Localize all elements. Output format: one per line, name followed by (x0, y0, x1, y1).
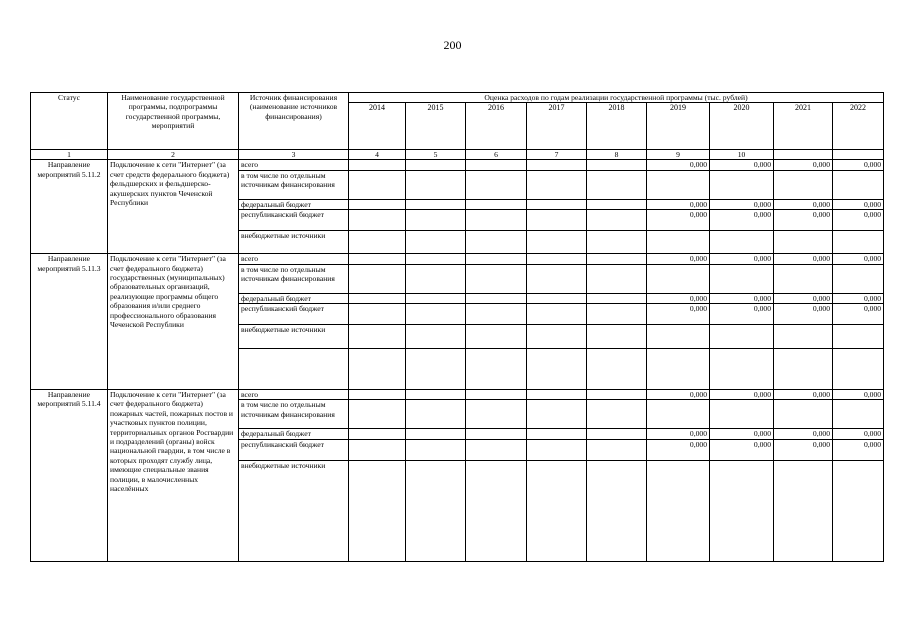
value-cell-2021: 0,000 (774, 439, 833, 460)
funding-source-cell: всего (239, 390, 349, 400)
value-cell-2021: 0,000 (774, 429, 833, 439)
value-cell-2019 (647, 170, 710, 199)
value-cell-2018 (587, 170, 647, 199)
value-cell-2021 (774, 400, 833, 429)
funding-source-cell: республиканский бюджет (239, 439, 349, 460)
value-cell-2017 (527, 264, 587, 293)
value-cell-2014 (349, 199, 406, 209)
column-number: 10 (710, 150, 774, 160)
value-cell-2020: 0,000 (710, 254, 774, 264)
value-cell-2014 (349, 210, 406, 231)
value-cell-2022: 0,000 (833, 210, 884, 231)
value-cell-2021 (774, 231, 833, 254)
column-number-row (31, 150, 884, 160)
value-cell-2016 (466, 304, 527, 325)
value-cell-2018 (587, 264, 647, 293)
table-body (31, 150, 884, 561)
value-cell-2017 (527, 210, 587, 231)
value-cell-2022: 0,000 (833, 254, 884, 264)
value-cell-2020: 0,000 (710, 293, 774, 303)
value-cell-2015 (406, 304, 466, 325)
value-cell-2018 (587, 325, 647, 349)
table-row (31, 160, 884, 170)
value-cell-2019 (647, 264, 710, 293)
value-cell-2014 (349, 400, 406, 429)
value-cell-2018 (587, 400, 647, 429)
header-source: Источник финансирования (наименование источников финансирования) (239, 93, 349, 150)
value-cell-2021: 0,000 (774, 254, 833, 264)
header-year-2015: 2015 (406, 103, 466, 150)
value-cell-2017 (527, 254, 587, 264)
value-cell-2018 (587, 254, 647, 264)
header-year-2017: 2017 (527, 103, 587, 150)
value-cell-2019: 0,000 (647, 439, 710, 460)
value-cell-2021: 0,000 (774, 210, 833, 231)
value-cell-2014 (349, 460, 406, 561)
value-cell-2020: 0,000 (710, 439, 774, 460)
table-header (31, 93, 884, 150)
value-cell-2015 (406, 199, 466, 209)
value-cell-2014 (349, 325, 406, 349)
value-cell-2016 (466, 231, 527, 254)
value-cell-2018 (587, 210, 647, 231)
value-cell-2015 (406, 264, 466, 293)
value-cell-2018 (587, 293, 647, 303)
value-cell-2021: 0,000 (774, 304, 833, 325)
value-cell-2020: 0,000 (710, 429, 774, 439)
value-cell-2018 (587, 304, 647, 325)
value-cell-2017 (527, 170, 587, 199)
column-number (774, 150, 833, 160)
value-cell-2016 (466, 170, 527, 199)
value-cell-2019: 0,000 (647, 429, 710, 439)
value-cell-2015 (406, 170, 466, 199)
value-cell-2021 (774, 325, 833, 349)
value-cell-2022: 0,000 (833, 304, 884, 325)
header-year-2022: 2022 (833, 103, 884, 150)
header-status: Статус (31, 93, 108, 150)
value-cell-2015 (406, 460, 466, 561)
value-cell-2022: 0,000 (833, 429, 884, 439)
value-cell-2019: 0,000 (647, 390, 710, 400)
value-cell-2016 (466, 160, 527, 170)
status-cell: Направление мероприятий 5.11.2 (31, 160, 108, 254)
value-cell-2022: 0,000 (833, 293, 884, 303)
value-cell-2021: 0,000 (774, 293, 833, 303)
value-cell-2018 (587, 160, 647, 170)
value-cell-2017 (527, 429, 587, 439)
empty-cell (527, 349, 587, 390)
value-cell-2020 (710, 325, 774, 349)
value-cell-2019 (647, 325, 710, 349)
funding-source-cell: внебюджетные источники (239, 460, 349, 561)
value-cell-2017 (527, 439, 587, 460)
empty-cell (710, 349, 774, 390)
empty-cell (774, 349, 833, 390)
value-cell-2017 (527, 199, 587, 209)
empty-cell (406, 349, 466, 390)
funding-source-cell: всего (239, 254, 349, 264)
value-cell-2020: 0,000 (710, 390, 774, 400)
value-cell-2014 (349, 231, 406, 254)
value-cell-2019 (647, 460, 710, 561)
value-cell-2015 (406, 293, 466, 303)
value-cell-2014 (349, 304, 406, 325)
value-cell-2018 (587, 390, 647, 400)
value-cell-2022: 0,000 (833, 199, 884, 209)
value-cell-2021 (774, 460, 833, 561)
column-number: 5 (406, 150, 466, 160)
value-cell-2019 (647, 400, 710, 429)
value-cell-2014 (349, 293, 406, 303)
value-cell-2017 (527, 160, 587, 170)
funding-source-cell: федеральный бюджет (239, 293, 349, 303)
value-cell-2015 (406, 439, 466, 460)
funding-source-cell: в том числе по отдельным источникам финансирования (239, 400, 349, 429)
funding-source-cell: федеральный бюджет (239, 429, 349, 439)
value-cell-2016 (466, 210, 527, 231)
value-cell-2022: 0,000 (833, 390, 884, 400)
value-cell-2020 (710, 170, 774, 199)
value-cell-2016 (466, 325, 527, 349)
column-number: 9 (647, 150, 710, 160)
column-number: 2 (108, 150, 239, 160)
value-cell-2016 (466, 439, 527, 460)
value-cell-2016 (466, 400, 527, 429)
activity-name-cell: Подключение к сети "Интернет" (за счет федерального бюджета) пожарных частей, пожарных постов и участковых пунктов полиции, территориальных органов Росгвардии и подразделений (органы) войск национальной гвардии, в том числе в которых проходят службу лица, имеющие специальные звания полиции, в малочисленных населённых (108, 390, 239, 562)
status-cell: Направление мероприятий 5.11.3 (31, 254, 108, 390)
column-number: 4 (349, 150, 406, 160)
value-cell-2014 (349, 264, 406, 293)
column-number: 6 (466, 150, 527, 160)
value-cell-2020: 0,000 (710, 304, 774, 325)
column-number: 8 (587, 150, 647, 160)
funding-source-cell: в том числе по отдельным источникам финансирования (239, 170, 349, 199)
header-year-2018: 2018 (587, 103, 647, 150)
value-cell-2017 (527, 460, 587, 561)
header-year-2020: 2020 (710, 103, 774, 150)
value-cell-2014 (349, 160, 406, 170)
value-cell-2016 (466, 254, 527, 264)
value-cell-2015 (406, 400, 466, 429)
funding-source-cell: федеральный бюджет (239, 199, 349, 209)
budget-table (30, 92, 884, 562)
value-cell-2019: 0,000 (647, 293, 710, 303)
value-cell-2020 (710, 400, 774, 429)
value-cell-2021 (774, 264, 833, 293)
status-cell: Направление мероприятий 5.11.4 (31, 390, 108, 562)
value-cell-2016 (466, 429, 527, 439)
header-year-2014: 2014 (349, 103, 406, 150)
value-cell-2019: 0,000 (647, 254, 710, 264)
value-cell-2017 (527, 400, 587, 429)
value-cell-2019 (647, 231, 710, 254)
value-cell-2018 (587, 429, 647, 439)
value-cell-2015 (406, 231, 466, 254)
value-cell-2019: 0,000 (647, 160, 710, 170)
funding-source-cell: республиканский бюджет (239, 304, 349, 325)
value-cell-2021 (774, 170, 833, 199)
funding-source-cell: внебюджетные источники (239, 325, 349, 349)
value-cell-2022 (833, 231, 884, 254)
funding-source-cell: в том числе по отдельным источникам финансирования (239, 264, 349, 293)
value-cell-2014 (349, 254, 406, 264)
column-number: 3 (239, 150, 349, 160)
column-number (833, 150, 884, 160)
value-cell-2016 (466, 264, 527, 293)
value-cell-2015 (406, 390, 466, 400)
value-cell-2018 (587, 439, 647, 460)
funding-source-cell: республиканский бюджет (239, 210, 349, 231)
value-cell-2017 (527, 293, 587, 303)
activity-name-cell: Подключение к сети "Интернет" (за счет федерального бюджета) государственных (муниципальных) образовательных организаций, реализующие программы общего образования и/или среднего профессионального образования Чеченской Республики (108, 254, 239, 390)
header-year-2016: 2016 (466, 103, 527, 150)
value-cell-2015 (406, 325, 466, 349)
page-number: 200 (443, 38, 462, 52)
value-cell-2017 (527, 325, 587, 349)
header-year-2019: 2019 (647, 103, 710, 150)
value-cell-2021: 0,000 (774, 160, 833, 170)
value-cell-2018 (587, 460, 647, 561)
value-cell-2016 (466, 293, 527, 303)
activity-name-cell: Подключение к сети "Интернет" (за счет средств федерального бюджета) фельдшерских и фельдшерско-акушерских пунктов Чеченской Республики (108, 160, 239, 254)
empty-cell (349, 349, 406, 390)
value-cell-2015 (406, 160, 466, 170)
funding-source-cell: внебюджетные источники (239, 231, 349, 254)
funding-source-cell: всего (239, 160, 349, 170)
value-cell-2014 (349, 390, 406, 400)
value-cell-2017 (527, 231, 587, 254)
value-cell-2022: 0,000 (833, 160, 884, 170)
value-cell-2020 (710, 264, 774, 293)
column-number: 7 (527, 150, 587, 160)
table-row (31, 254, 884, 264)
value-cell-2014 (349, 429, 406, 439)
empty-cell (587, 349, 647, 390)
value-cell-2016 (466, 390, 527, 400)
value-cell-2020: 0,000 (710, 210, 774, 231)
header-name: Наименование государственной программы, подпрограммы государственной программы, мероприятий (108, 93, 239, 150)
header-year-2021: 2021 (774, 103, 833, 150)
value-cell-2021: 0,000 (774, 199, 833, 209)
value-cell-2021: 0,000 (774, 390, 833, 400)
value-cell-2019: 0,000 (647, 210, 710, 231)
header-estimate: Оценка расходов по годам реализации государственной программы (тыс. рублей) (349, 93, 884, 103)
value-cell-2016 (466, 199, 527, 209)
value-cell-2020: 0,000 (710, 199, 774, 209)
empty-cell (833, 349, 884, 390)
value-cell-2015 (406, 429, 466, 439)
column-number: 1 (31, 150, 108, 160)
value-cell-2016 (466, 460, 527, 561)
empty-cell (466, 349, 527, 390)
value-cell-2017 (527, 304, 587, 325)
value-cell-2019: 0,000 (647, 304, 710, 325)
empty-cell (647, 349, 710, 390)
value-cell-2018 (587, 231, 647, 254)
value-cell-2020 (710, 231, 774, 254)
value-cell-2020 (710, 460, 774, 561)
value-cell-2022 (833, 170, 884, 199)
table-row (31, 390, 884, 400)
value-cell-2017 (527, 390, 587, 400)
value-cell-2014 (349, 170, 406, 199)
value-cell-2018 (587, 199, 647, 209)
value-cell-2022 (833, 264, 884, 293)
empty-cell (239, 349, 349, 390)
value-cell-2022 (833, 460, 884, 561)
value-cell-2015 (406, 254, 466, 264)
value-cell-2015 (406, 210, 466, 231)
value-cell-2014 (349, 439, 406, 460)
value-cell-2022: 0,000 (833, 439, 884, 460)
value-cell-2022 (833, 400, 884, 429)
value-cell-2019: 0,000 (647, 199, 710, 209)
value-cell-2020: 0,000 (710, 160, 774, 170)
value-cell-2022 (833, 325, 884, 349)
